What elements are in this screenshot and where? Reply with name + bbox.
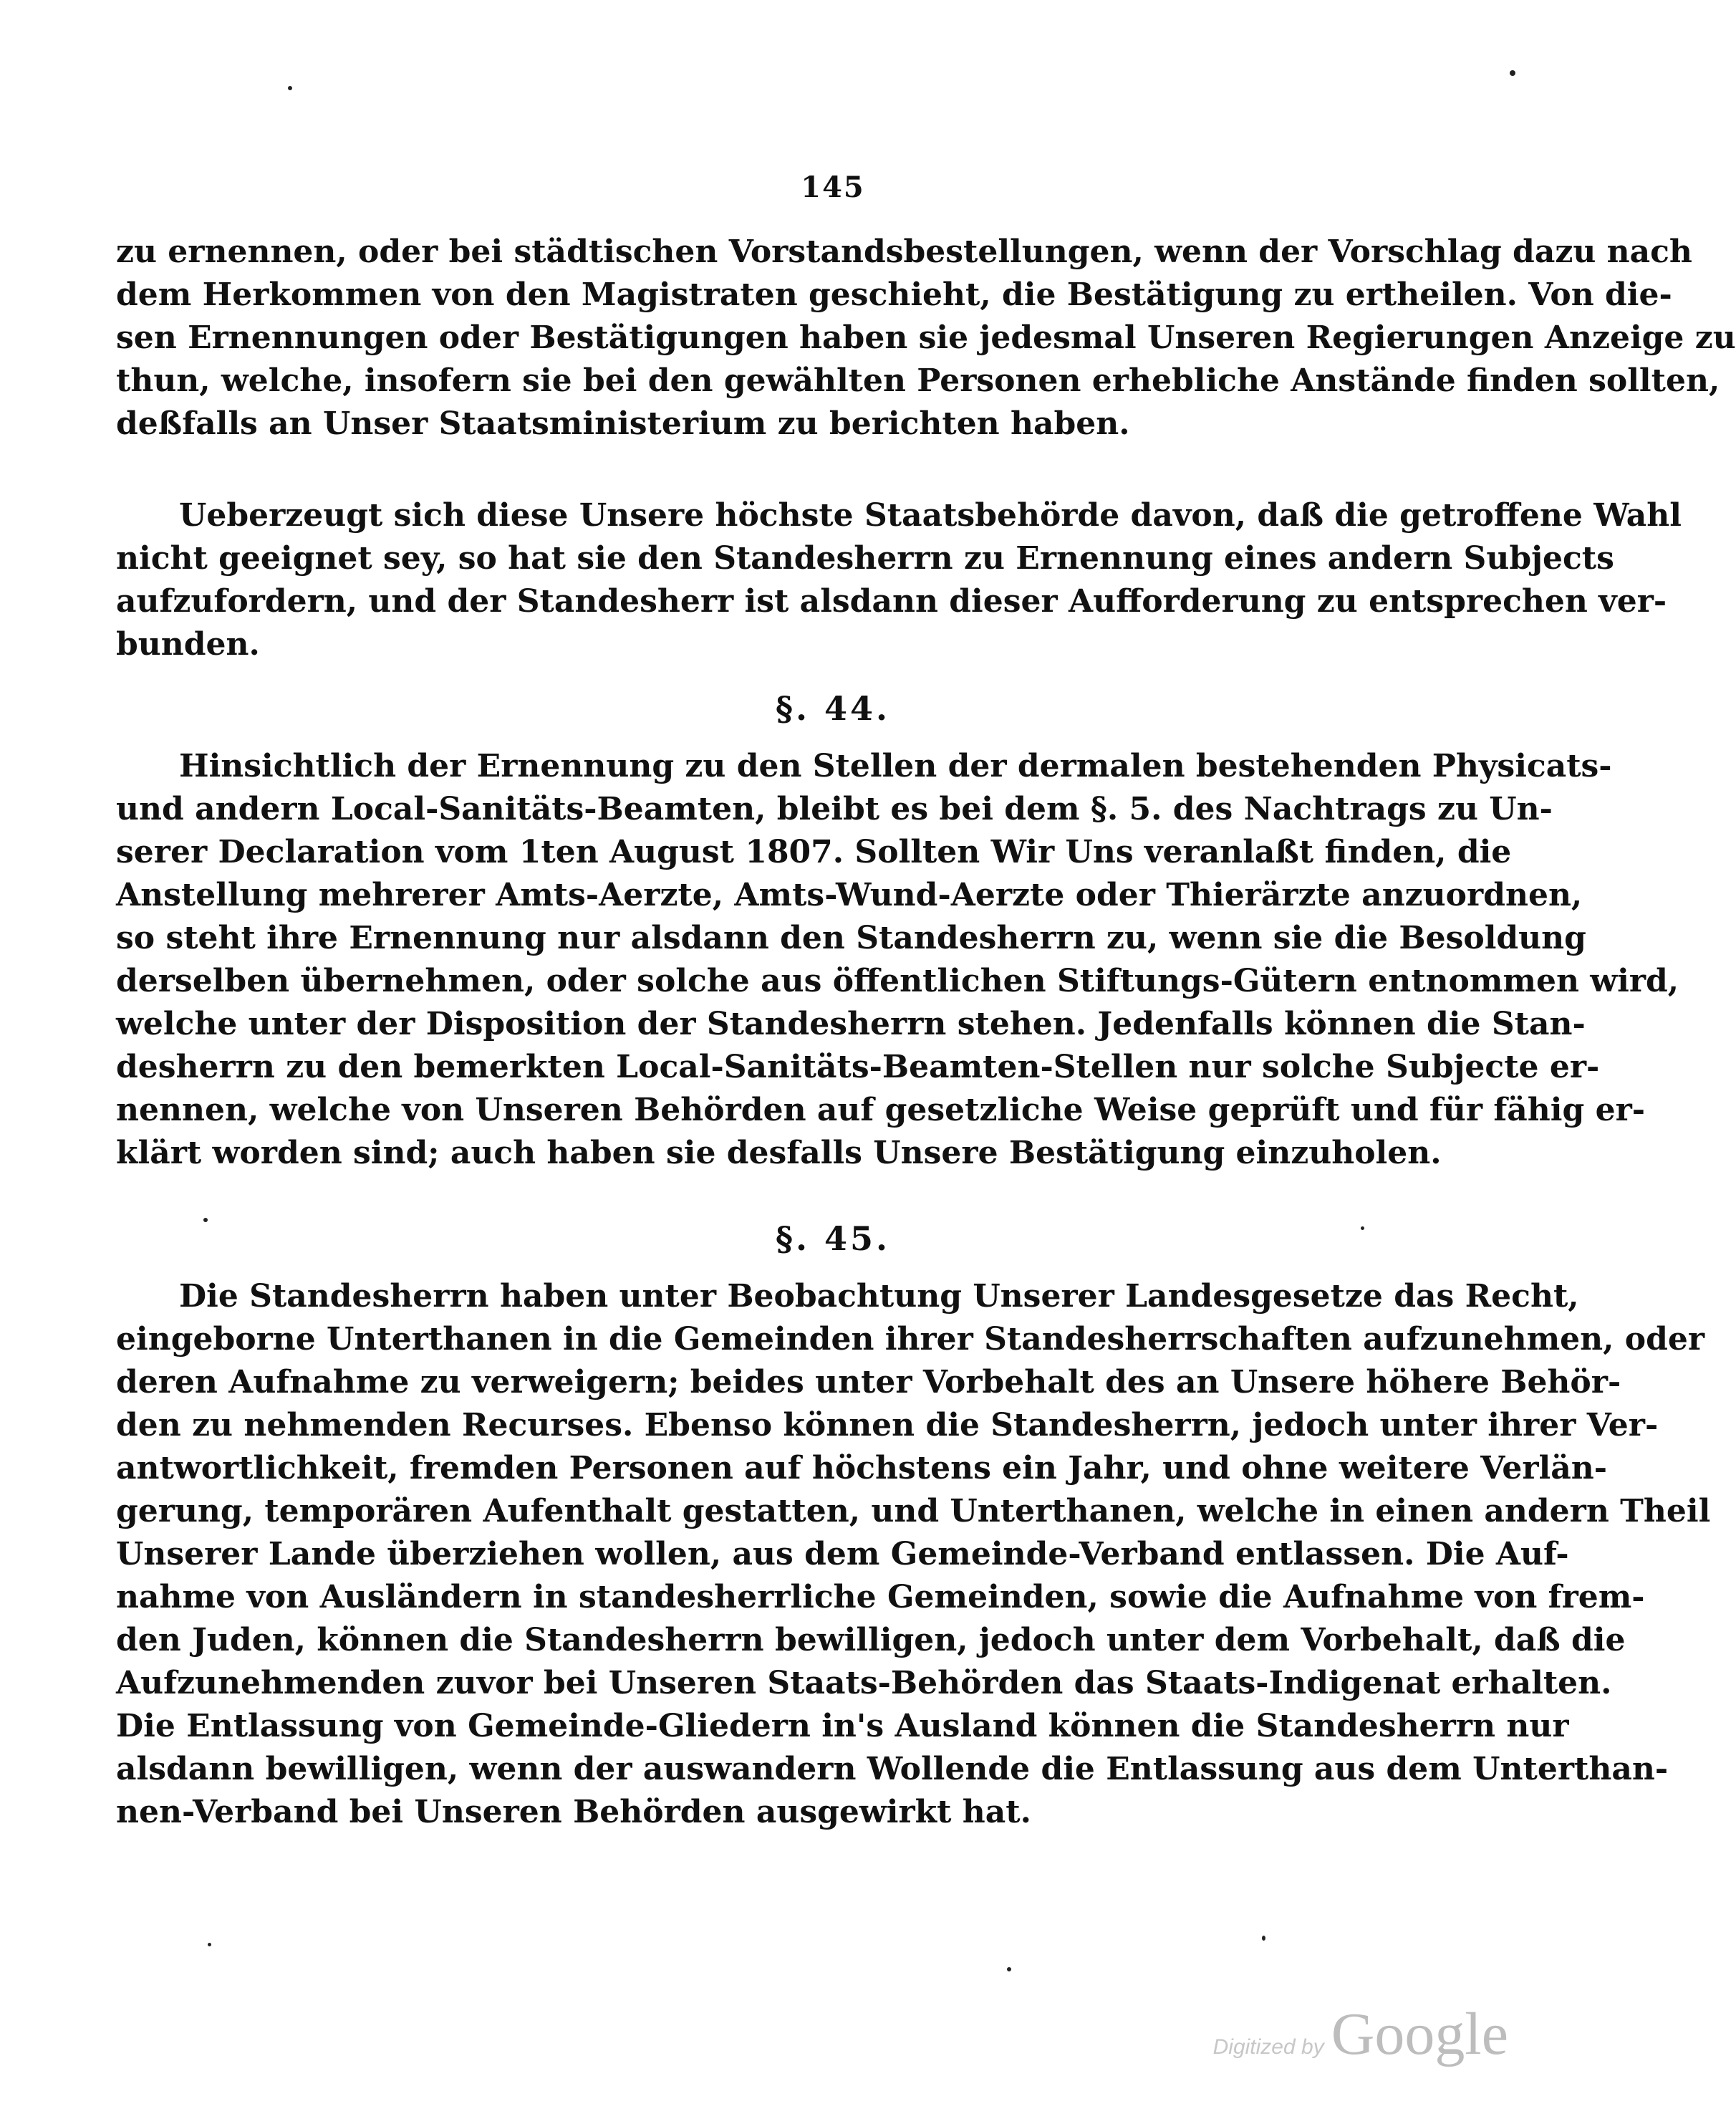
text-line: nahme von Ausländern in standesherrliche Gemeinden, sowie die Aufnahme von frem- [116, 1579, 1645, 1615]
text-line: den zu nehmenden Recurses. Ebenso können die Standesherrn, jedoch unter ihrer Ver- [116, 1407, 1659, 1443]
text-line: nennen, welche von Unseren Behörden auf gesetzliche Weise geprüft und für fähig er- [116, 1092, 1646, 1128]
text-line: thun, welche, insofern sie bei den gewählten Personen erhebliche Anstände finden sollten, [116, 362, 1720, 399]
text-line: deßfalls an Unser Staatsministerium zu berichten haben. [116, 405, 1130, 442]
text-line: aufzufordern, und der Standesherr ist alsdann dieser Aufforderung zu entsprechen ver- [116, 583, 1667, 620]
scan-speck [1361, 1226, 1364, 1230]
text-line: nen-Verband bei Unseren Behörden ausgewirkt hat. [116, 1794, 1031, 1830]
scan-speck [203, 1218, 208, 1222]
scan-speck [1007, 1967, 1011, 1971]
text-line: klärt worden sind; auch haben sie desfalls Unsere Bestätigung einzuholen. [116, 1135, 1442, 1171]
google-logo: Google [1331, 2001, 1508, 2067]
paragraph-wahl [116, 494, 1682, 666]
text-line: eingeborne Unterthanen in die Gemeinden ihrer Standesherrschaften aufzunehmen, oder [116, 1321, 1705, 1358]
digitized-watermark [1213, 1999, 1508, 2069]
scan-speck [1262, 1936, 1265, 1941]
paragraph-continuation [116, 231, 1736, 446]
text-line: desherrn zu den bemerkten Local-Sanitäts-Beamten-Stellen nur solche Subjecte er- [116, 1049, 1600, 1085]
text-line: sen Ernennungen oder Bestätigungen haben sie jedesmal Unseren Regierungen Anzeige zu [116, 319, 1736, 356]
text-line: Hinsichtlich der Ernennung zu den Stellen der dermalen bestehenden Physicats- [179, 748, 1612, 784]
text-line: Unserer Lande überziehen wollen, aus dem Gemeinde-Verband entlassen. Die Auf- [116, 1536, 1569, 1572]
paragraph-section-45 [116, 1275, 1711, 1834]
text-line: gerung, temporären Aufenthalt gestatten, und Unterthanen, welche in einen andern Theil [116, 1493, 1711, 1529]
scan-speck [288, 86, 292, 90]
text-line: alsdann bewilligen, wenn der auswandern Wollende die Entlassung aus dem Unterthan- [116, 1751, 1669, 1787]
text-line: Ueberzeugt sich diese Unsere höchste Staatsbehörde davon, daß die getroffene Wahl [179, 497, 1682, 534]
text-line: so steht ihre Ernennung nur alsdann den Standesherrn zu, wenn sie die Besoldung [116, 920, 1586, 956]
text-line: Die Standesherrn haben unter Beobachtung Unserer Landesgesetze das Recht, [179, 1278, 1579, 1315]
text-line: serer Declaration vom 1ten August 1807. Sollten Wir Uns veranlaßt finden, die [116, 834, 1512, 870]
text-line: Aufzunehmenden zuvor bei Unseren Staats-Behörden das Staats-Indigenat erhalten. [116, 1665, 1612, 1701]
text-line: zu ernennen, oder bei städtischen Vorstandsbestellungen, wenn der Vorschlag dazu nach [116, 234, 1692, 270]
section-heading-44: §. 44. [775, 689, 891, 728]
text-line: den Juden, können die Standesherrn bewilligen, jedoch unter dem Vorbehalt, daß die [116, 1622, 1626, 1658]
text-line: Anstellung mehrerer Amts-Aerzte, Amts-Wund-Aerzte oder Thierärzte anzuordnen, [116, 877, 1583, 913]
scan-speck [1510, 70, 1515, 76]
text-line: derselben übernehmen, oder solche aus öffentlichen Stiftungs-Gütern entnommen wird, [116, 963, 1679, 999]
watermark-prefix: Digitized by [1212, 2035, 1324, 2059]
text-line: deren Aufnahme zu verweigern; beides unter Vorbehalt des an Unsere höhere Behör- [116, 1364, 1621, 1400]
scan-speck [208, 1943, 211, 1946]
text-line: antwortlichkeit, fremden Personen auf höchstens ein Jahr, und ohne weitere Verlän- [116, 1450, 1607, 1486]
text-line: bunden. [116, 626, 260, 663]
paragraph-section-44 [116, 745, 1679, 1175]
text-line: Die Entlassung von Gemeinde-Gliedern in's Ausland können die Standesherrn nur [116, 1708, 1569, 1744]
text-line: welche unter der Disposition der Standesherrn stehen. Jedenfalls können die Stan- [116, 1006, 1586, 1042]
page-number: 145 [801, 170, 865, 204]
text-line: dem Herkommen von den Magistraten geschieht, die Bestätigung zu ertheilen. Von die- [116, 277, 1672, 313]
text-line: nicht geeignet sey, so hat sie den Standesherrn zu Ernennung eines andern Subjects [116, 540, 1614, 577]
section-heading-45: §. 45. [775, 1219, 891, 1258]
text-line: und andern Local-Sanitäts-Beamten, bleibt es bei dem §. 5. des Nachtrags zu Un- [116, 791, 1553, 827]
